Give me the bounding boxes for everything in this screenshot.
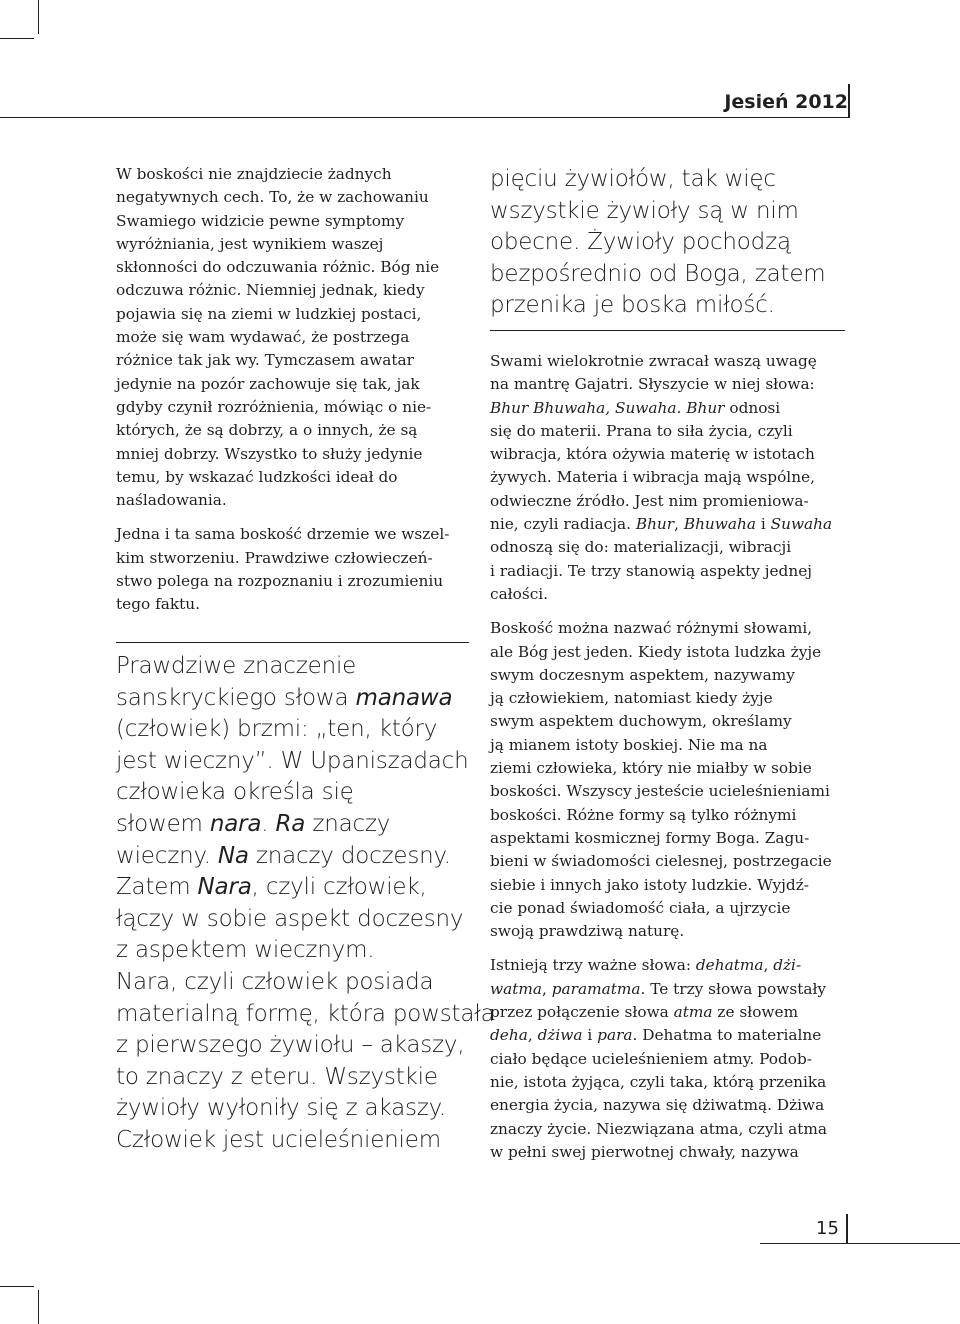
text-line: swoją prawdziwą naturę. bbox=[490, 922, 685, 941]
text-line: Jedna i ta sama boskość drzemie we wszel- bbox=[116, 525, 450, 544]
text-line: Boskość można nazwać różnymi słowami, bbox=[490, 619, 813, 638]
text-line: kim stworzeniu. Prawdziwe człowieczeń- bbox=[116, 548, 433, 567]
text-span: i bbox=[582, 1026, 598, 1045]
quote-line: Człowiek jest ucieleśnieniem bbox=[116, 1126, 441, 1153]
quote-line: Prawdziwe znaczenie bbox=[116, 653, 357, 679]
pull-quote bbox=[116, 651, 495, 1157]
italic-term: deha bbox=[490, 1026, 528, 1045]
quote-text: . bbox=[261, 810, 276, 837]
text-line: odczuwa różnic. Niemniej jednak, kiedy bbox=[116, 281, 425, 300]
text-line: tego faktu. bbox=[116, 595, 200, 614]
text-line: ciało będące ucieleśnieniem atmy. Podob- bbox=[490, 1049, 812, 1068]
text-line: aspektami kosmicznej formy Boga. Zagu- bbox=[490, 828, 810, 847]
quote-line: Nara, czyli człowiek posiada bbox=[116, 968, 434, 995]
quote-line: pięciu żywiołów, tak więc bbox=[490, 166, 776, 192]
italic-term: paramatma bbox=[551, 979, 641, 998]
italic-term: atma bbox=[673, 1003, 713, 1022]
italic-term: dżi- bbox=[773, 956, 802, 975]
header-rule bbox=[0, 117, 850, 118]
pull-quote-text bbox=[116, 651, 495, 1157]
text-line: w pełni swej pierwotnej chwały, nazywa bbox=[490, 1142, 799, 1161]
text-line: siebie i innych jako istoty ludzkie. Wyjdź- bbox=[490, 875, 809, 894]
running-header: Jesień 2012 bbox=[724, 91, 848, 113]
quote-line: z pierwszego żywiołu – akaszy, bbox=[116, 1032, 465, 1059]
italic-term: Bhur bbox=[686, 398, 725, 417]
text-line: gdyby czynił rozróżnienia, mówiąc o nie- bbox=[116, 397, 432, 416]
quote-emphasis: nara bbox=[209, 810, 262, 837]
quote-emphasis: Nara bbox=[197, 874, 252, 901]
text-line: cie ponad świadomość ciała, a ujrzycie bbox=[490, 898, 791, 917]
paragraph bbox=[116, 163, 476, 512]
text-span: . Dehatma to materialne bbox=[632, 1026, 822, 1045]
text-line: żywych. Materia i wibracja mają wspólne, bbox=[490, 468, 815, 487]
text-line: całości. bbox=[490, 584, 549, 603]
pull-quote-continued bbox=[490, 164, 855, 322]
text-line bbox=[490, 513, 850, 536]
text-span: , bbox=[674, 515, 684, 534]
text-line: jedynie na pozór zachowuje się tak, jak bbox=[116, 374, 420, 393]
text-line: Swami wielokrotnie zwracał waszą uwagę bbox=[490, 352, 817, 370]
text-line: odnoszą się do: materializacji, wibracji bbox=[490, 538, 792, 557]
quote-emphasis: manawa bbox=[355, 684, 453, 711]
text-line: nie, istota żyjąca, czyli taka, którą przenika bbox=[490, 1072, 827, 1091]
text-span: odnosi bbox=[724, 398, 781, 417]
quote-line: (człowiek) brzmi: „ten, który bbox=[116, 716, 438, 743]
quote-line: z aspektem wiecznym. bbox=[116, 937, 375, 964]
quote-text: , czyli człowiek, bbox=[251, 874, 427, 901]
text-line: ziemi człowieka, który nie miałby w sobie bbox=[490, 759, 812, 778]
quote-line: to znaczy z eteru. Wszystkie bbox=[116, 1063, 438, 1090]
text-line bbox=[490, 397, 850, 420]
quote-line: przenika je boska miłość. bbox=[490, 292, 775, 319]
text-span: i bbox=[755, 515, 771, 534]
text-span: , bbox=[763, 956, 774, 975]
quote-line bbox=[116, 809, 481, 841]
quote-line bbox=[116, 841, 481, 873]
text-line: swym doczesnym aspektem, nazywamy bbox=[490, 665, 795, 684]
italic-term: para bbox=[597, 1026, 633, 1045]
text-span: , bbox=[527, 1026, 538, 1045]
text-line: ją mianem istoty boskiej. Nie ma na bbox=[490, 735, 768, 754]
text-line: znaczy życie. Niezwiązana atma, czyli atma bbox=[490, 1119, 828, 1138]
quote-emphasis: Ra bbox=[275, 810, 306, 837]
quote-line: jest wieczny”. W Upaniszadach bbox=[116, 747, 469, 774]
text-span: Istnieją trzy ważne słowa: bbox=[490, 956, 696, 975]
crop-mark bbox=[0, 38, 34, 39]
text-line: na mantrę Gajatri. Słyszycie w niej słowa: bbox=[490, 375, 815, 394]
quote-rule bbox=[490, 330, 845, 331]
quote-line: wszystkie żywioły są w nim bbox=[490, 197, 799, 224]
text-line: się do materii. Prana to siła życia, czyli bbox=[490, 421, 793, 440]
text-line: W boskości nie znajdziecie żadnych bbox=[116, 165, 392, 183]
quote-text: wieczny. bbox=[116, 842, 218, 869]
quote-line: żywioły wyłoniły się z akaszy. bbox=[116, 1095, 446, 1122]
quote-text: znaczy bbox=[305, 810, 391, 837]
text-line: pojawia się na ziemi w ludzkiej postaci, bbox=[116, 304, 422, 323]
text-line: boskości. Wszyscy jesteście ucieleśnieniami bbox=[490, 782, 830, 801]
text-line: ale Bóg jest jeden. Kiedy istota ludzka żyje bbox=[490, 642, 822, 661]
text-span: przez połączenie słowa bbox=[490, 1003, 674, 1022]
text-line bbox=[490, 1024, 850, 1047]
text-line: naśladowania. bbox=[116, 491, 227, 510]
quote-text: znaczy doczesny. bbox=[248, 842, 451, 869]
crop-mark bbox=[0, 1286, 34, 1287]
text-line bbox=[490, 954, 850, 977]
text-line: różnice tak jak wy. Tymczasem awatar bbox=[116, 351, 414, 370]
quote-line: człowieka określa się bbox=[116, 779, 354, 806]
text-line: swym aspektem duchowym, określamy bbox=[490, 712, 792, 731]
crop-mark bbox=[38, 0, 39, 34]
text-line bbox=[490, 1001, 850, 1024]
quote-line bbox=[116, 872, 481, 904]
quote-line: obecne. Żywioły pochodzą bbox=[490, 229, 791, 256]
quote-text: Zatem bbox=[116, 874, 198, 901]
text-line: ją człowiekiem, natomiast kiedy żyje bbox=[490, 689, 773, 708]
text-span: . Te trzy słowa powstały bbox=[640, 979, 827, 998]
text-line: stwo polega na rozpoznaniu i zrozumieniu bbox=[116, 572, 444, 591]
text-line: temu, by wskazać ludzkości ideał do bbox=[116, 467, 398, 486]
page-number: 15 bbox=[816, 1218, 839, 1239]
paragraph bbox=[116, 523, 476, 616]
quote-rule bbox=[116, 642, 469, 643]
paragraph bbox=[490, 617, 850, 943]
quote-text: sanskryckiego słowa bbox=[116, 684, 356, 711]
quote-line bbox=[116, 683, 481, 715]
text-line bbox=[490, 978, 850, 1001]
page-number-rule bbox=[760, 1243, 960, 1244]
quote-emphasis: Na bbox=[217, 842, 249, 869]
left-column bbox=[116, 163, 476, 617]
quote-line: łączy w sobie aspekt doczesny bbox=[116, 905, 464, 932]
italic-term: watma bbox=[490, 979, 542, 998]
text-line: których, że są dobrzy, a o innych, że są bbox=[116, 421, 418, 440]
italic-term: Suwaha bbox=[770, 515, 833, 534]
text-line: Swamiego widzicie pewne symptomy bbox=[116, 211, 405, 230]
text-line: boskości. Różne formy są tylko różnymi bbox=[490, 805, 797, 824]
right-column bbox=[490, 350, 850, 1164]
text-line: bieni w świadomości cielesnej, postrzegacie bbox=[490, 852, 832, 871]
quote-line: materialną formę, która powstała bbox=[116, 1000, 495, 1027]
text-line: wibracja, która ożywia materię w istotach bbox=[490, 445, 815, 464]
italic-term: Bhuwaha bbox=[683, 515, 756, 534]
italic-term: Bhur Bhuwaha, Suwaha. bbox=[490, 398, 682, 417]
header-bar bbox=[848, 84, 850, 118]
italic-term: Bhur bbox=[635, 515, 675, 534]
quote-text: słowem bbox=[116, 810, 210, 837]
text-line: skłonności do odczuwania różnic. Bóg nie bbox=[116, 258, 440, 277]
text-line: odwieczne źródło. Jest nim promieniowa- bbox=[490, 491, 809, 510]
text-line: mniej dobrzy. Wszystko to służy jedynie bbox=[116, 444, 423, 463]
text-span: ze słowem bbox=[712, 1003, 799, 1022]
text-span: , bbox=[542, 979, 552, 998]
italic-term: dżiwa bbox=[537, 1026, 583, 1045]
italic-term: dehatma bbox=[695, 956, 764, 975]
text-line: negatywnych cech. To, że w zachowaniu bbox=[116, 188, 429, 207]
quote-line: bezpośrednio od Boga, zatem bbox=[490, 260, 826, 287]
paragraph bbox=[490, 350, 850, 606]
page-number-bar bbox=[846, 1214, 848, 1244]
text-line: może się wam wydawać, że postrzega bbox=[116, 328, 410, 347]
pull-quote-text bbox=[490, 164, 855, 322]
text-line: energia życia, nazywa się dżiwatmą. Dżiwa bbox=[490, 1096, 825, 1115]
text-line: wyróżniania, jest wynikiem waszej bbox=[116, 234, 384, 253]
crop-mark bbox=[38, 1290, 39, 1324]
text-line: i radiacji. Te trzy stanowią aspekty jednej bbox=[490, 561, 812, 580]
paragraph bbox=[490, 954, 850, 1164]
text-span: nie, czyli radiacja. bbox=[490, 515, 636, 534]
